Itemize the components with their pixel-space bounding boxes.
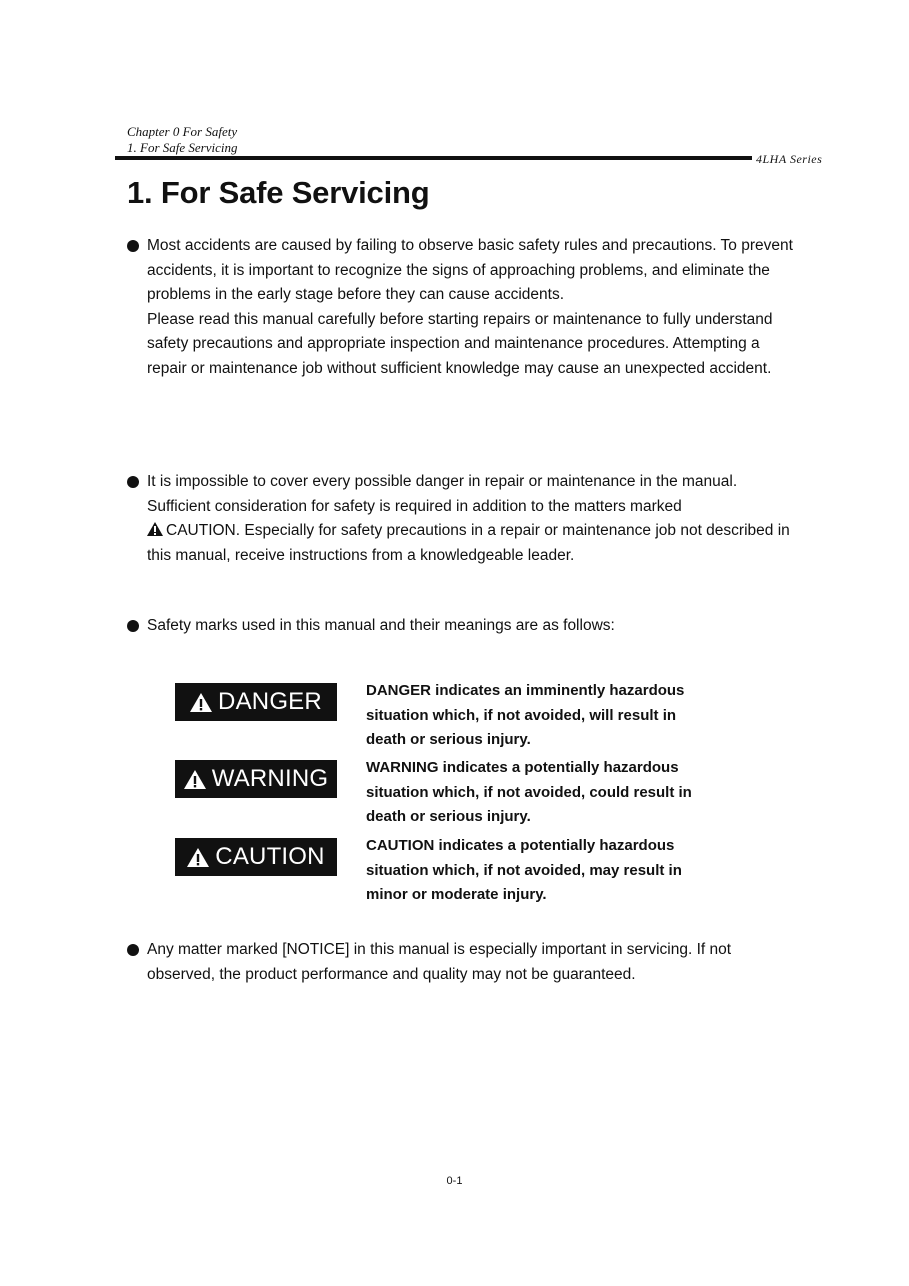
warning-triangle-icon (187, 848, 209, 867)
bullet-dot-icon (127, 240, 139, 252)
bullet-paragraph: Sufficient consideration for safety is required in addition to the matters marked (147, 497, 682, 515)
caution-word: CAUTION. (166, 522, 241, 539)
bullet-item (127, 614, 797, 639)
header-section: 1. For Safe Servicing (127, 140, 238, 155)
header-rule (115, 156, 752, 160)
header-series: 4LHA Series (756, 152, 823, 166)
warning-definition: WARNING indicates a potentially hazardous situation which, if not avoided, could result in death or serious injury. (366, 759, 692, 825)
caution-definition: CAUTION indicates a potentially hazardous situation which, if not avoided, may result in minor or moderate injury. (366, 837, 682, 903)
bullet-dot-icon (127, 476, 139, 488)
running-header (127, 124, 237, 156)
signal-word: WARNING (211, 765, 329, 792)
page-number: 0-1 (446, 1175, 463, 1187)
bullet-item (127, 938, 797, 987)
warning-label (175, 760, 337, 798)
signal-word: CAUTION (215, 843, 325, 870)
bullet-paragraph (147, 519, 797, 568)
warning-triangle-icon (147, 522, 163, 536)
bullet-paragraph: Any matter marked [NOTICE] in this manual is especially important in servicing. If not observed, the product performance and quality may not be guaranteed. (147, 941, 732, 983)
page-title: 1. For Safe Servicing (127, 175, 430, 210)
caution-label (175, 838, 337, 876)
bullet-dot-icon (127, 620, 139, 632)
danger-label (175, 683, 337, 721)
bullet-paragraph: Please read this manual carefully before starting repairs or maintenance to fully understand safety precautions and appropriate inspection and maintenance procedures. Attempting a repair or maintenance job without sufficient knowledge may cause an unexpected accident. (147, 310, 773, 377)
bullet-dot-icon (127, 944, 139, 956)
bullet-paragraph-continued: Especially for safety precautions in a repair or maintenance job not described in this manual, receive instructions from a knowledgeable leader. (147, 522, 790, 564)
bullet-item (127, 234, 797, 381)
warning-triangle-icon (184, 770, 206, 789)
header-chapter: Chapter 0 For Safety (127, 124, 238, 139)
warning-triangle-icon (190, 693, 212, 712)
bullet-paragraph: Safety marks used in this manual and their meanings are as follows: (147, 617, 615, 634)
bullet-item (127, 470, 797, 568)
bullet-paragraph: Most accidents are caused by failing to observe basic safety rules and precautions. To prevent accidents, it is important to recognize the signs of approaching problems, and eliminate the problems in the early stage before they can cause accidents. (147, 237, 793, 303)
bullet-paragraph: It is impossible to cover every possible danger in repair or maintenance in the manual. (147, 473, 738, 490)
danger-definition: DANGER indicates an imminently hazardous situation which, if not avoided, will result in death or serious injury. (366, 682, 685, 748)
signal-word: DANGER (218, 688, 322, 715)
